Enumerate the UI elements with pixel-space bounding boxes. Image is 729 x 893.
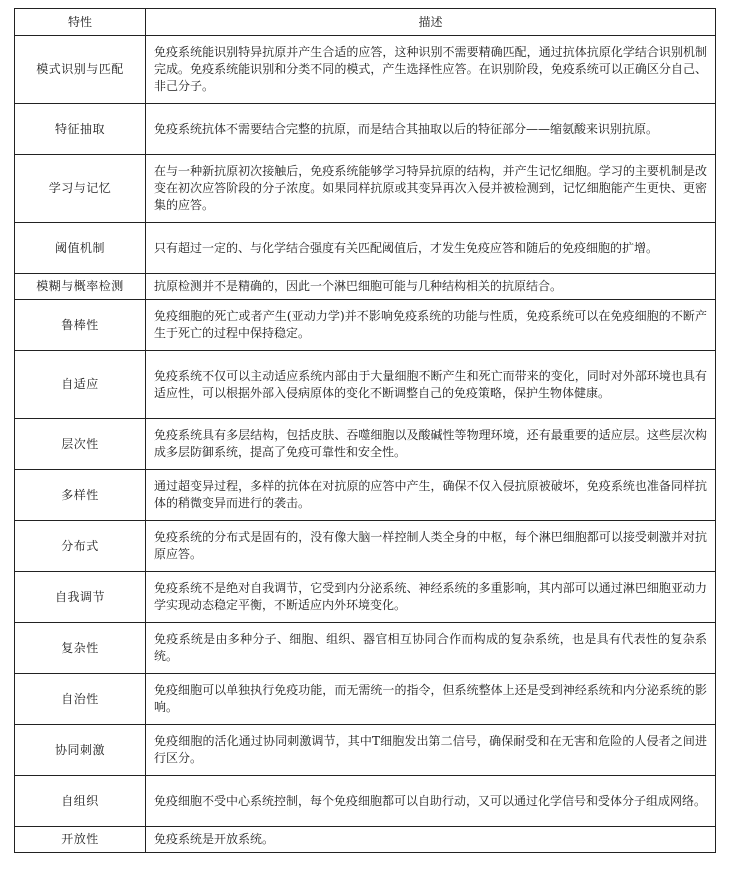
property-cell: 自治性	[15, 674, 146, 725]
property-cell: 层次性	[15, 419, 146, 470]
property-cell: 阈值机制	[15, 223, 146, 274]
description-cell: 免疫系统具有多层结构，包括皮肤、吞噬细胞以及酸碱性等物理环境，还有最重要的适应层。这些层次构成多层防御系统，提高了免疫可靠性和安全性。	[146, 419, 716, 470]
table-row	[15, 521, 716, 572]
property-cell: 自我调节	[15, 572, 146, 623]
property-cell: 模式识别与匹配	[15, 36, 146, 104]
description-cell: 免疫系统抗体不需要结合完整的抗原，而是结合其抽取以后的特征部分——缩氨酸来识别抗原。	[146, 104, 716, 155]
property-cell: 多样性	[15, 470, 146, 521]
description-cell: 免疫细胞的死亡或者产生(亚动力学)并不影响免疫系统的功能与性质，免疫系统可以在免疫细胞的不断产生于死亡的过程中保持稳定。	[146, 300, 716, 351]
table-row	[15, 776, 716, 827]
table-row	[15, 223, 716, 274]
table-row	[15, 274, 716, 300]
table-body	[15, 36, 716, 853]
table-row	[15, 674, 716, 725]
description-cell: 免疫系统是由多种分子、细胞、组织、器官相互协同合作而构成的复杂系统，也是具有代表性的复杂系统。	[146, 623, 716, 674]
property-cell: 特征抽取	[15, 104, 146, 155]
description-cell: 免疫系统能识别特异抗原并产生合适的应答，这种识别不需要精确匹配，通过抗体抗原化学结合识别机制完成。免疫系统能识别和分类不同的模式，产生选择性应答。在识别阶段，免疫系统可以正确区分自己、非己分子。	[146, 36, 716, 104]
table-row	[15, 104, 716, 155]
property-cell: 自适应	[15, 351, 146, 419]
immune-system-properties-table	[14, 8, 716, 853]
description-cell: 免疫系统不是绝对自我调节，它受到内分泌系统、神经系统的多重影响，其内部可以通过淋巴细胞亚动力学实现动态稳定平衡，不断适应内外环境变化。	[146, 572, 716, 623]
property-cell: 模糊与概率检测	[15, 274, 146, 300]
table-row	[15, 572, 716, 623]
property-cell: 自组织	[15, 776, 146, 827]
table-row	[15, 470, 716, 521]
description-cell: 免疫系统是开放系统。	[146, 827, 716, 853]
header-row	[15, 9, 716, 36]
property-cell: 复杂性	[15, 623, 146, 674]
description-cell: 只有超过一定的、与化学结合强度有关匹配阈值后，才发生免疫应答和随后的免疫细胞的扩增。	[146, 223, 716, 274]
table-row	[15, 300, 716, 351]
property-cell: 开放性	[15, 827, 146, 853]
property-cell: 分布式	[15, 521, 146, 572]
table-row	[15, 725, 716, 776]
description-cell: 在与一种新抗原初次接触后，免疫系统能够学习特异抗原的结构，并产生记忆细胞。学习的主要机制是改变在初次应答阶段的分子浓度。如果同样抗原或其变异再次入侵并被检测到，记忆细胞能产生更快、更密集的应答。	[146, 155, 716, 223]
table-row	[15, 351, 716, 419]
table-row	[15, 419, 716, 470]
property-cell: 协同刺激	[15, 725, 146, 776]
description-cell: 免疫细胞的活化通过协同刺激调节，其中T细胞发出第二信号，确保耐受和在无害和危险的人侵者之间进行区分。	[146, 725, 716, 776]
description-cell: 抗原检测并不是精确的，因此一个淋巴细胞可能与几种结构相关的抗原结合。	[146, 274, 716, 300]
table-row	[15, 36, 716, 104]
table-row	[15, 623, 716, 674]
property-cell: 学习与记忆	[15, 155, 146, 223]
description-cell: 免疫系统不仅可以主动适应系统内部由于大量细胞不断产生和死亡而带来的变化，同时对外部环境也具有适应性，可以根据外部入侵病原体的变化不断调整自己的免疫策略，保护生物体健康。	[146, 351, 716, 419]
description-cell: 通过超变异过程，多样的抗体在对抗原的应答中产生，确保不仅入侵抗原被破坏，免疫系统也准备同样抗体的稍微变异而进行的袭击。	[146, 470, 716, 521]
header-description: 描述	[146, 9, 716, 36]
property-cell: 鲁棒性	[15, 300, 146, 351]
description-cell: 免疫系统的分布式是固有的，没有像大脑一样控制人类全身的中枢，每个淋巴细胞都可以接受刺激并对抗原应答。	[146, 521, 716, 572]
table-row	[15, 155, 716, 223]
table-row	[15, 827, 716, 853]
table-container	[14, 8, 715, 853]
header-property: 特性	[15, 9, 146, 36]
description-cell: 免疫细胞不受中心系统控制，每个免疫细胞都可以自助行动，又可以通过化学信号和受体分子组成网络。	[146, 776, 716, 827]
description-cell: 免疫细胞可以单独执行免疫功能，而无需统一的指令，但系统整体上还是受到神经系统和内分泌系统的影响。	[146, 674, 716, 725]
